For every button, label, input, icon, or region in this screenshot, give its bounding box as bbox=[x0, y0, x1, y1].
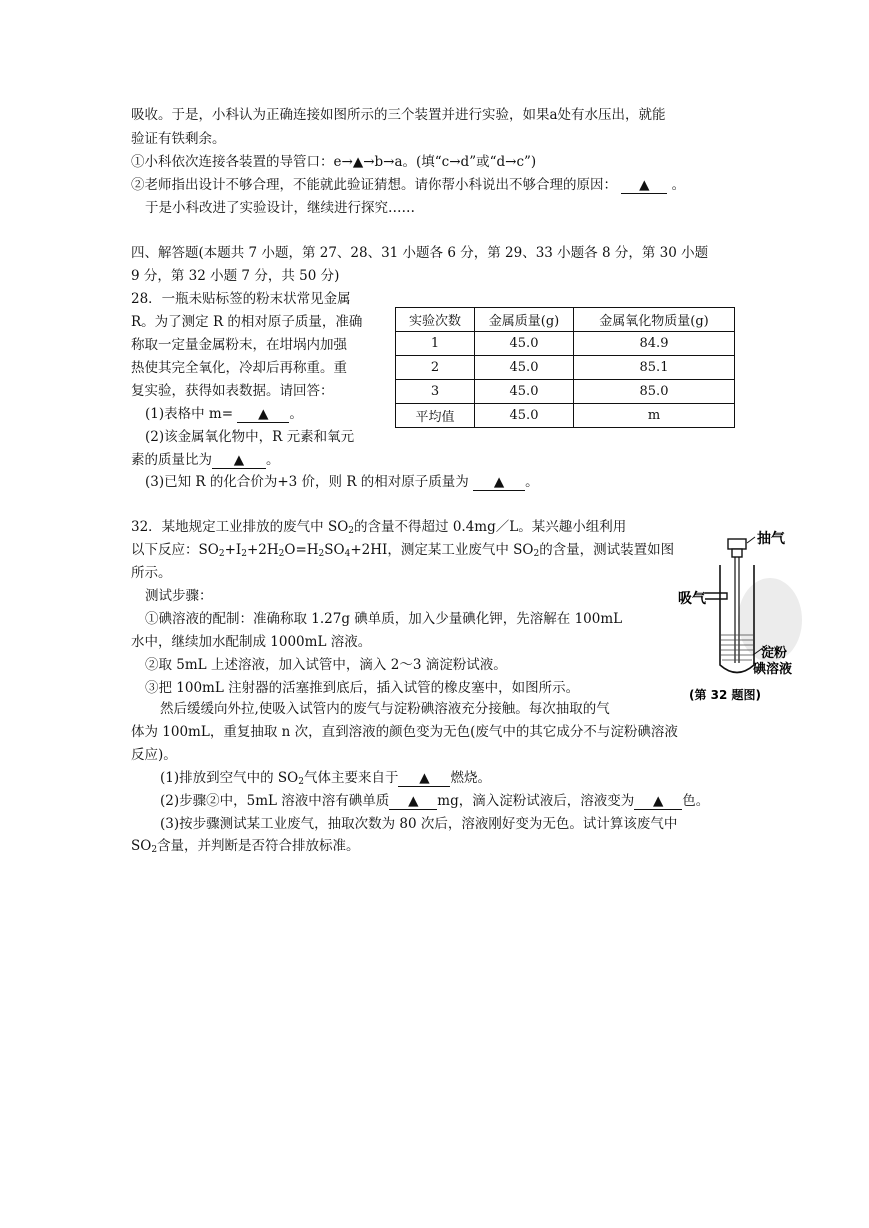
answer-marker: ▲ bbox=[352, 154, 364, 170]
label-intake: 吸气 bbox=[678, 591, 706, 607]
text: 的含量不得超过 0.4mg／L。某兴趣小组利用 bbox=[354, 519, 627, 535]
text: 。 bbox=[671, 177, 686, 193]
q28-part2-cont bbox=[131, 450, 280, 470]
label-solution-2: 碘溶液 bbox=[753, 662, 793, 677]
text: 燃烧。 bbox=[450, 770, 491, 786]
text-line: 验证有铁剩余。 bbox=[131, 131, 226, 147]
q32-line: 体为 100mL，重复抽取 n 次，直到溶液的颜色变为无色(废气中的其它成分不与淀粉碘溶液 bbox=[131, 724, 678, 740]
q28-line: 复实验，获得如表数据。请回答： bbox=[131, 383, 334, 399]
text: SO bbox=[131, 838, 152, 854]
q28-part1 bbox=[145, 404, 303, 424]
subscript: 2 bbox=[533, 549, 540, 559]
q28-line: 称取一定量金属粉末，在坩埚内加强 bbox=[131, 337, 347, 353]
table-cell: 84.9 bbox=[574, 332, 735, 356]
table-row bbox=[396, 332, 735, 356]
subscript: 2 bbox=[348, 526, 355, 536]
text: 的含量，测试装置如图 bbox=[539, 542, 675, 558]
text: (1)表格中 m= bbox=[145, 406, 234, 422]
apparatus-drawing bbox=[675, 525, 805, 705]
answer-blank: ▲ bbox=[389, 793, 437, 810]
data-table bbox=[395, 307, 735, 428]
table-cell: 45.0 bbox=[475, 380, 574, 404]
answer-blank: ▲ bbox=[634, 793, 682, 810]
q32-part3-cont bbox=[131, 836, 360, 856]
answer-blank: ▲ bbox=[621, 177, 667, 194]
text: 32．某地规定工业排放的废气中 SO bbox=[131, 519, 349, 535]
text: →b→a。(填“c→d”或“d→c”) bbox=[363, 154, 537, 170]
q32-line: 测试步骤： bbox=[145, 588, 213, 604]
table-cell: 平均值 bbox=[396, 404, 475, 428]
question-27-part2 bbox=[131, 175, 685, 195]
text: +2H bbox=[246, 542, 279, 558]
answer-blank: ▲ bbox=[473, 474, 525, 491]
table-header: 金属质量(g) bbox=[475, 308, 574, 332]
text: +I bbox=[224, 542, 242, 558]
stopper bbox=[728, 539, 746, 549]
table-cell: 85.0 bbox=[574, 380, 735, 404]
q32-line: ①碘溶液的配制：准确称取 1.27g 碘单质，加入少量碘化钾，先溶解在 100mL bbox=[145, 611, 623, 627]
q28-part3 bbox=[145, 472, 539, 492]
q28-line: R。为了测定 R 的相对原子质量，准确 bbox=[131, 314, 363, 330]
q32-part2 bbox=[160, 791, 709, 811]
q32-line: 反应)。 bbox=[131, 747, 177, 763]
table-cell: 1 bbox=[396, 332, 475, 356]
text: 。 bbox=[289, 406, 303, 422]
text-line: 于是小科改进了实验设计，继续进行探究…… bbox=[145, 200, 415, 216]
q32-line: 然后缓缓向外拉,使吸入试管内的废气与淀粉碘溶液充分接触。每次抽取的气 bbox=[160, 701, 610, 717]
stopper-neck bbox=[732, 549, 742, 557]
subscript: 2 bbox=[241, 549, 247, 559]
q32-line: 水中，继续加水配制成 1000mL 溶液。 bbox=[131, 634, 372, 650]
section-heading: 四、解答题(本题共 7 小题，第 27、28、31 小题各 6 分，第 29、33 小题各 8 分，第 30 小题 bbox=[131, 245, 709, 261]
table-row bbox=[396, 380, 735, 404]
text: mg，滴入淀粉试液后，溶液变为 bbox=[437, 793, 635, 809]
question-27-part1 bbox=[131, 152, 536, 172]
text: (1)排放到空气中的 SO bbox=[160, 770, 299, 786]
q32-line bbox=[131, 517, 626, 537]
text: 色。 bbox=[682, 793, 710, 809]
section-heading: 9 分，第 32 小题 7 分，共 50 分) bbox=[131, 268, 340, 284]
table-header: 金属氧化物质量(g) bbox=[574, 308, 735, 332]
label-draw-1: 抽气 bbox=[757, 531, 785, 547]
table-cell: m bbox=[574, 404, 735, 428]
text: (3)已知 R 的化合价为+3 价，则 R 的相对原子质量为 bbox=[145, 474, 469, 490]
text: SO bbox=[324, 542, 345, 558]
text: ①小科依次连接各装置的导管口：e→ bbox=[131, 154, 353, 170]
table-cell: 45.0 bbox=[475, 356, 574, 380]
subscript: 2 bbox=[298, 777, 304, 787]
table-row bbox=[396, 356, 735, 380]
subscript: 4 bbox=[344, 549, 351, 559]
text: (2)步骤②中，5mL 溶液中溶有碘单质 bbox=[160, 793, 390, 809]
table-cell: 45.0 bbox=[475, 332, 574, 356]
table-cell: 85.1 bbox=[574, 356, 735, 380]
q28-line: 28．一瓶未贴标签的粉末状常见金属 bbox=[131, 291, 351, 307]
text: ②老师指出设计不够合理，不能就此验证猜想。请你帮小科说出不够合理的原因： bbox=[131, 177, 617, 193]
text: +2HI，测定某工业废气中 SO bbox=[350, 542, 534, 558]
q28-part2: (2)该金属氧化物中，R 元素和氧元 bbox=[145, 429, 355, 445]
subscript: 2 bbox=[318, 549, 325, 559]
text: 。 bbox=[266, 452, 280, 468]
q32-line: ③把 100mL 注射器的活塞推到底后，插入试管的橡皮塞中，如图所示。 bbox=[145, 680, 580, 696]
q32-line bbox=[131, 540, 674, 560]
table-cell: 45.0 bbox=[475, 404, 574, 428]
subscript: 2 bbox=[218, 549, 225, 559]
table-cell: 2 bbox=[396, 356, 475, 380]
text: 以下反应：SO bbox=[131, 542, 219, 558]
q32-part3: (3)按步骤测试某工业废气，抽取次数为 80 次后，溶液刚好变为无色。试计算该废气中 bbox=[160, 816, 678, 832]
inlet-tube bbox=[705, 593, 727, 599]
table-header-row bbox=[396, 308, 735, 332]
text: 素的质量比为 bbox=[131, 452, 212, 468]
text: 含量，并判断是否符合排放标准。 bbox=[157, 838, 360, 854]
text: O=H bbox=[284, 542, 319, 558]
table-cell: 3 bbox=[396, 380, 475, 404]
label-solution-1: 淀粉 bbox=[761, 646, 788, 661]
table-header: 实验次数 bbox=[396, 308, 475, 332]
q32-part1 bbox=[160, 768, 491, 788]
subscript: 2 bbox=[151, 845, 158, 855]
figure-caption: (第 32 题图) bbox=[689, 688, 762, 702]
subscript: 2 bbox=[278, 549, 285, 559]
q28-line: 热使其完全氧化，冷却后再称重。重 bbox=[131, 360, 347, 376]
q32-line: 所示。 bbox=[131, 565, 172, 581]
apparatus-figure bbox=[675, 525, 805, 705]
answer-blank: ▲ bbox=[212, 452, 266, 469]
answer-blank: ▲ bbox=[398, 770, 450, 787]
pointer-line bbox=[747, 537, 755, 543]
text-line: 吸收。于是，小科认为正确连接如图所示的三个装置并进行实验，如果a处有水压出，就能 bbox=[131, 107, 666, 123]
answer-blank: ▲ bbox=[237, 406, 289, 423]
text: 。 bbox=[525, 474, 539, 490]
table-row bbox=[396, 404, 735, 428]
text: 气体主要来自于 bbox=[303, 770, 399, 786]
q32-line: ②取 5mL 上述溶液，加入试管中，滴入 2～3 滴淀粉试液。 bbox=[145, 657, 507, 673]
